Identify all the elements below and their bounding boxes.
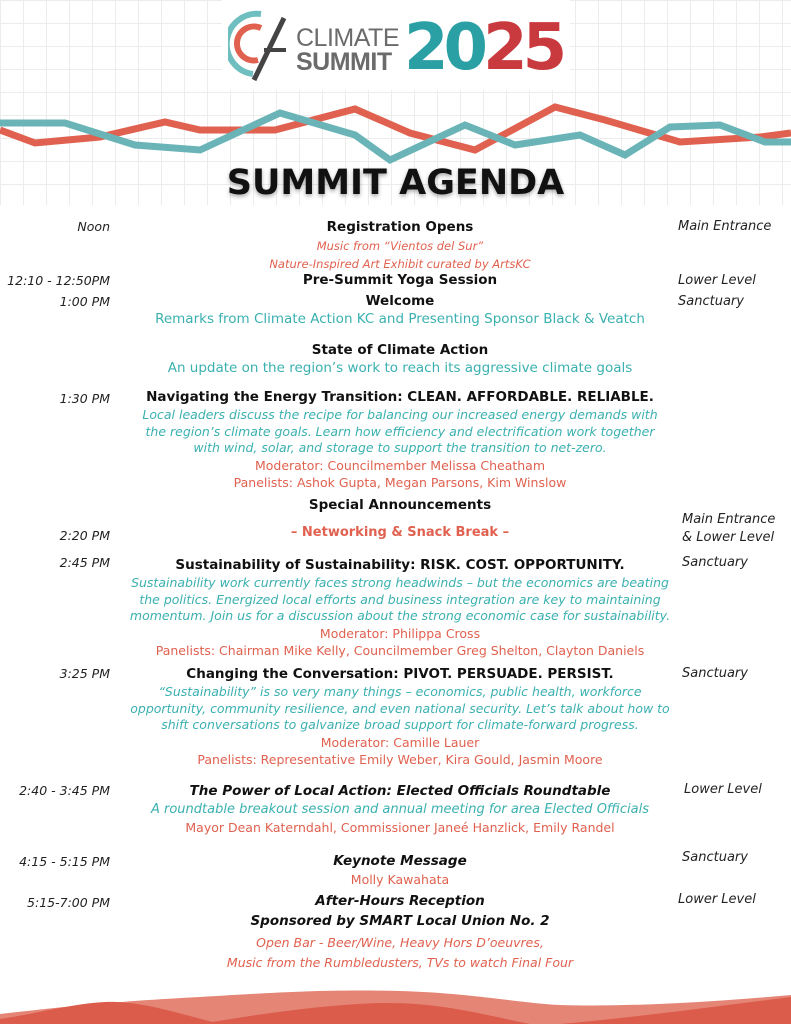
agenda-item-note: Music from the Rumbledusters, TVs to watch Final Four <box>226 955 574 970</box>
agenda-item-people: Molly Kawahata <box>350 872 450 887</box>
logo-word-climate: CLIMATE <box>296 24 399 52</box>
agenda-time: 4:15 - 5:15 PM <box>19 854 110 869</box>
agenda-time: 1:00 PM <box>59 294 110 309</box>
agenda-item-title: The Power of Local Action: Elected Officials Roundtable <box>189 783 611 799</box>
agenda-item-description: An update on the region’s work to reach its aggressive climate goals <box>167 360 633 376</box>
logo-mark-icon <box>228 10 300 82</box>
agenda-item-moderator: Moderator: Camille Lauer <box>320 734 480 750</box>
logo-word-summit: SUMMIT <box>296 48 392 76</box>
agenda-item-title: – Networking & Snack Break – <box>290 525 510 540</box>
agenda-item <box>110 270 690 290</box>
agenda-item-description: momentum. Join us for a discussion about the strong economic case for sustainability. <box>129 608 671 623</box>
agenda-item-note: Open Bar - Beer/Wine, Heavy Hors D’oeuvres, <box>256 935 544 950</box>
agenda-item <box>110 495 690 515</box>
agenda-item-description: the politics. Energized local efforts and business integration are key to maintaining <box>139 591 661 607</box>
agenda-location: Main Entrance <box>678 219 772 234</box>
agenda-location: Sanctuary <box>682 850 748 865</box>
agenda-location: Lower Level <box>678 273 756 288</box>
agenda-item-panelists: Panelists: Representative Emily Weber, Kira Gould, Jasmin Moore <box>197 751 603 767</box>
agenda-item-people: Mayor Dean Katerndahl, Commissioner Janeé Hanzlick, Emily Randel <box>185 820 615 835</box>
agenda-item-note: Music from “Vientos del Sur” <box>316 239 484 253</box>
agenda-location-line: & Lower Level <box>682 530 775 545</box>
agenda-item-subtitle: Sponsored by SMART Local Union No. 2 <box>250 913 550 929</box>
agenda-time: 2:45 PM <box>59 555 110 570</box>
agenda-item <box>110 291 690 328</box>
agenda-location-line: Main Entrance <box>682 512 776 527</box>
agenda-item-title: Special Announcements <box>308 497 492 513</box>
agenda-location: Lower Level <box>684 782 762 797</box>
page-title: SUMMIT AGENDA <box>226 163 565 203</box>
agenda-item-description: shift conversations to galvanize broad support for climate-forward progress. <box>161 717 639 732</box>
agenda-time: 5:15-7:00 PM <box>27 895 110 910</box>
agenda-item-description: opportunity, community resilience, and even national security. Let’s talk about how to <box>130 700 670 716</box>
agenda-location: Sanctuary <box>678 294 744 309</box>
agenda-location: Sanctuary <box>682 555 748 570</box>
agenda-item <box>110 664 690 768</box>
climate-summit-logo <box>228 10 563 85</box>
agenda-item-panelists: Panelists: Ashok Gupta, Megan Parsons, Kim Winslow <box>233 474 567 490</box>
agenda-item <box>110 387 690 491</box>
agenda-item-title: Welcome <box>365 293 435 309</box>
agenda-item-title: Keynote Message <box>333 853 467 869</box>
agenda-item <box>110 851 690 889</box>
agenda-item <box>110 217 690 273</box>
agenda-item-title: State of Climate Action <box>311 342 489 358</box>
agenda-time: 1:30 PM <box>59 391 110 406</box>
agenda-item <box>110 525 690 540</box>
logo-year-part1: 20 <box>404 11 484 85</box>
agenda-location: Sanctuary <box>682 666 748 681</box>
agenda-time: 3:25 PM <box>59 666 110 681</box>
logo-year-part2: 25 <box>483 11 563 85</box>
agenda-item-description: with wind, solar, and storage to support the transition to net-zero. <box>193 440 607 455</box>
agenda-item-description: Local leaders discuss the recipe for balancing our increased energy demands with <box>142 407 658 422</box>
agenda-item-title: Navigating the Energy Transition: CLEAN. AFFORDABLE. RELIABLE. <box>146 389 654 405</box>
agenda-location <box>682 511 791 547</box>
agenda-time: 2:20 PM <box>59 528 110 543</box>
agenda-item-title: Registration Opens <box>326 219 474 235</box>
agenda-item <box>110 555 690 659</box>
agenda-time: 2:40 - 3:45 PM <box>19 783 110 798</box>
agenda-location: Lower Level <box>678 892 756 907</box>
agenda-item-title: Sustainability of Sustainability: RISK. COST. OPPORTUNITY. <box>175 557 625 573</box>
logo-year <box>404 12 562 84</box>
agenda-item-title: Changing the Conversation: PIVOT. PERSUADE. PERSIST. <box>186 666 614 682</box>
agenda-item-moderator: Moderator: Philippa Cross <box>319 625 481 641</box>
agenda-item-title: Pre-Summit Yoga Session <box>302 272 498 288</box>
agenda-item <box>110 781 690 837</box>
agenda-item-panelists: Panelists: Chairman Mike Kelly, Councilmember Greg Shelton, Clayton Daniels <box>155 642 645 658</box>
agenda-item <box>110 340 690 377</box>
agenda-item-description: Remarks from Climate Action KC and Presenting Sponsor Black & Veatch <box>155 311 645 327</box>
agenda-item-title: After-Hours Reception <box>315 893 485 909</box>
agenda-time: Noon <box>77 219 110 234</box>
agenda-item-description: the region’s climate goals. Learn how efficiency and electrification work together <box>145 423 655 439</box>
agenda-item-moderator: Moderator: Councilmember Melissa Cheatham <box>254 457 546 473</box>
agenda-item-description: Sustainability work currently faces strong headwinds – but the economics are beating <box>131 575 669 590</box>
agenda-item <box>110 891 690 973</box>
footer-waves-decoration <box>0 969 791 1024</box>
agenda-item-note: Nature-Inspired Art Exhibit curated by ArtsKC <box>269 257 531 271</box>
agenda-time: 12:10 - 12:50PM <box>7 273 110 288</box>
agenda-item-description: A roundtable breakout session and annual meeting for area Elected Officials <box>150 802 650 817</box>
agenda-item-description: “Sustainability” is so very many things – economics, public health, workforce <box>158 684 642 699</box>
